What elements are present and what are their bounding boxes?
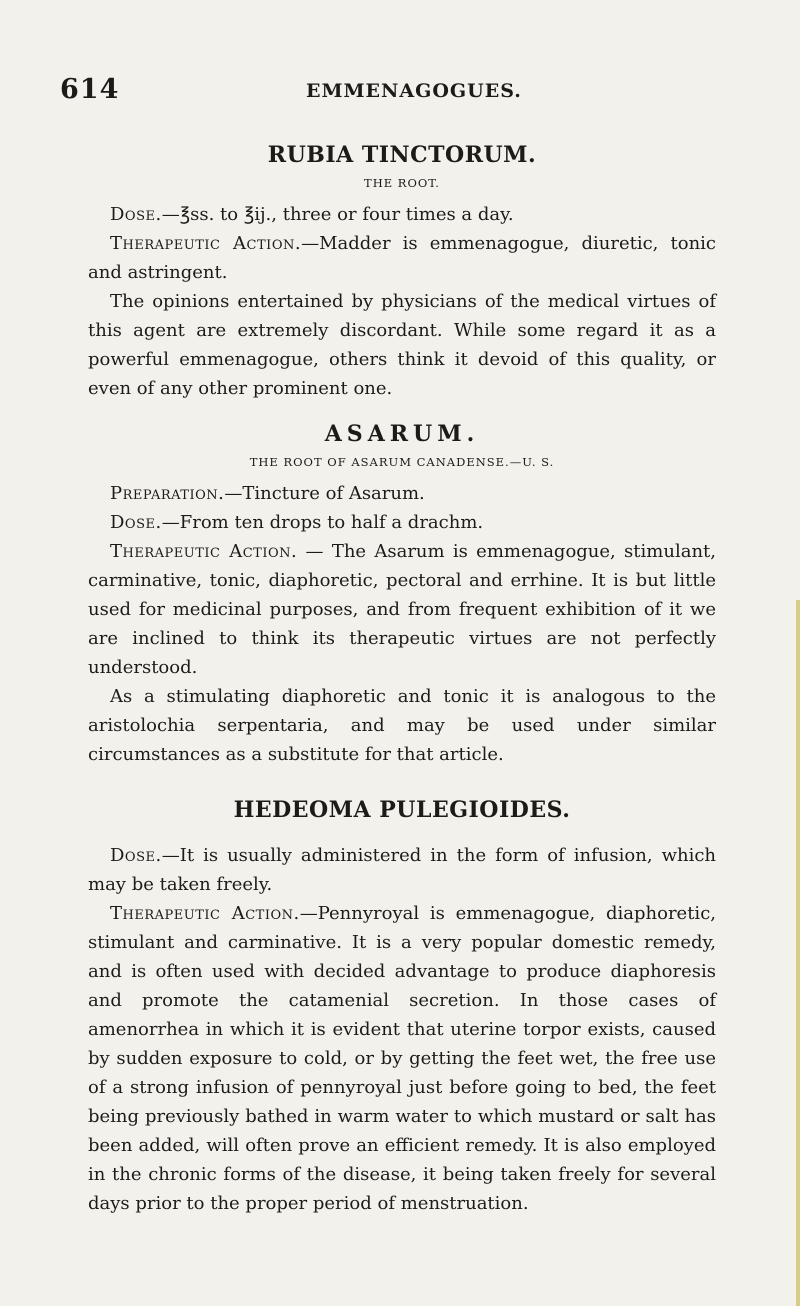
paragraph-text: The opinions entertained by physicians of the medical virtues of this agent are extremely discordant. While some regard it as a powerful emmenagogue, others think it devoid of this quality, or even of any other prominent one. — [88, 291, 716, 399]
paragraph-text: —Madder is emmenagogue, diuretic, tonic and astringent. — [88, 233, 716, 283]
section-title: HEDEOMA PULEGIOIDES. — [233, 797, 571, 823]
page-content — [88, 142, 716, 1218]
paragraph-text: — The Asarum is emmenagogue, stimulant, carminative, tonic, diaphoretic, pectoral and errhine. It is but little used for medicinal purposes, and from frequent exhibition of it we are inclined to think its therapeutic virtues are not perfectly understood. — [88, 541, 716, 678]
paragraph-label: Dose. — [110, 204, 162, 225]
paragraph-text: —From ten drops to half a drachm. — [161, 512, 484, 533]
dose-paragraph — [88, 508, 716, 537]
page-edge-stain — [796, 600, 800, 1306]
section-subtitle: THE ROOT. — [364, 176, 440, 190]
section-title: ASARUM. — [324, 421, 480, 447]
paragraph-text: —It is usually administered in the form of infusion, which may be taken freely. — [88, 845, 716, 895]
paragraph-text: —Tincture of Asarum. — [224, 483, 425, 504]
paragraph-label: Therapeutic Action. — [110, 233, 302, 254]
paragraph-label: Preparation. — [110, 483, 225, 504]
body-paragraph — [88, 287, 716, 403]
section-rubia — [88, 142, 716, 403]
paragraph-text: As a stimulating diaphoretic and tonic it is analogous to the aristolochia serpentaria, and may be used under similar circumstances as a substitute for that article. — [88, 686, 716, 765]
paragraph-label: Dose. — [110, 512, 162, 533]
paragraph-text: —℥ss. to ℥ij., three or four times a day. — [161, 204, 514, 225]
section-title: RUBIA TINCTORUM. — [267, 142, 537, 168]
therapeutic-action-paragraph — [88, 537, 716, 682]
section-gap — [88, 769, 716, 797]
section-subtitle: THE ROOT OF ASARUM CANADENSE.—U. S. — [249, 455, 555, 469]
therapeutic-action-paragraph — [88, 899, 716, 1218]
therapeutic-action-paragraph — [88, 229, 716, 287]
paragraph-label: Therapeutic Action. — [110, 903, 300, 924]
running-head: EMMENAGOGUES. — [306, 80, 522, 102]
paragraph-label: Therapeutic Action. — [110, 541, 298, 562]
paragraph-text: —Pennyroyal is emmenagogue, diaphoretic, stimulant and carminative. It is a very popular domestic remedy, and is often used with decided advantage to produce diaphoresis and promote the catamenial secretion. In those cases of amenorrhea in which it is evident that uterine torpor exists, caused by sudden exposure to cold, or by getting the feet wet, the free use of a strong infusion of pennyroyal just before going to bed, the feet being previously bathed in warm water to which mustard or salt has been added, will often prove an efficient remedy. It is also employed in the chronic forms of the disease, it being taken freely for several days prior to the proper period of menstruation. — [88, 903, 716, 1214]
body-paragraph — [88, 682, 716, 769]
paragraph-label: Dose. — [110, 845, 162, 866]
dose-paragraph — [88, 841, 716, 899]
page-number: 614 — [60, 74, 120, 105]
section-hedeoma — [88, 797, 716, 1218]
section-asarum — [88, 421, 716, 769]
page-header — [0, 74, 800, 114]
section-gap — [88, 403, 716, 421]
preparation-paragraph — [88, 479, 716, 508]
dose-paragraph — [88, 200, 716, 229]
